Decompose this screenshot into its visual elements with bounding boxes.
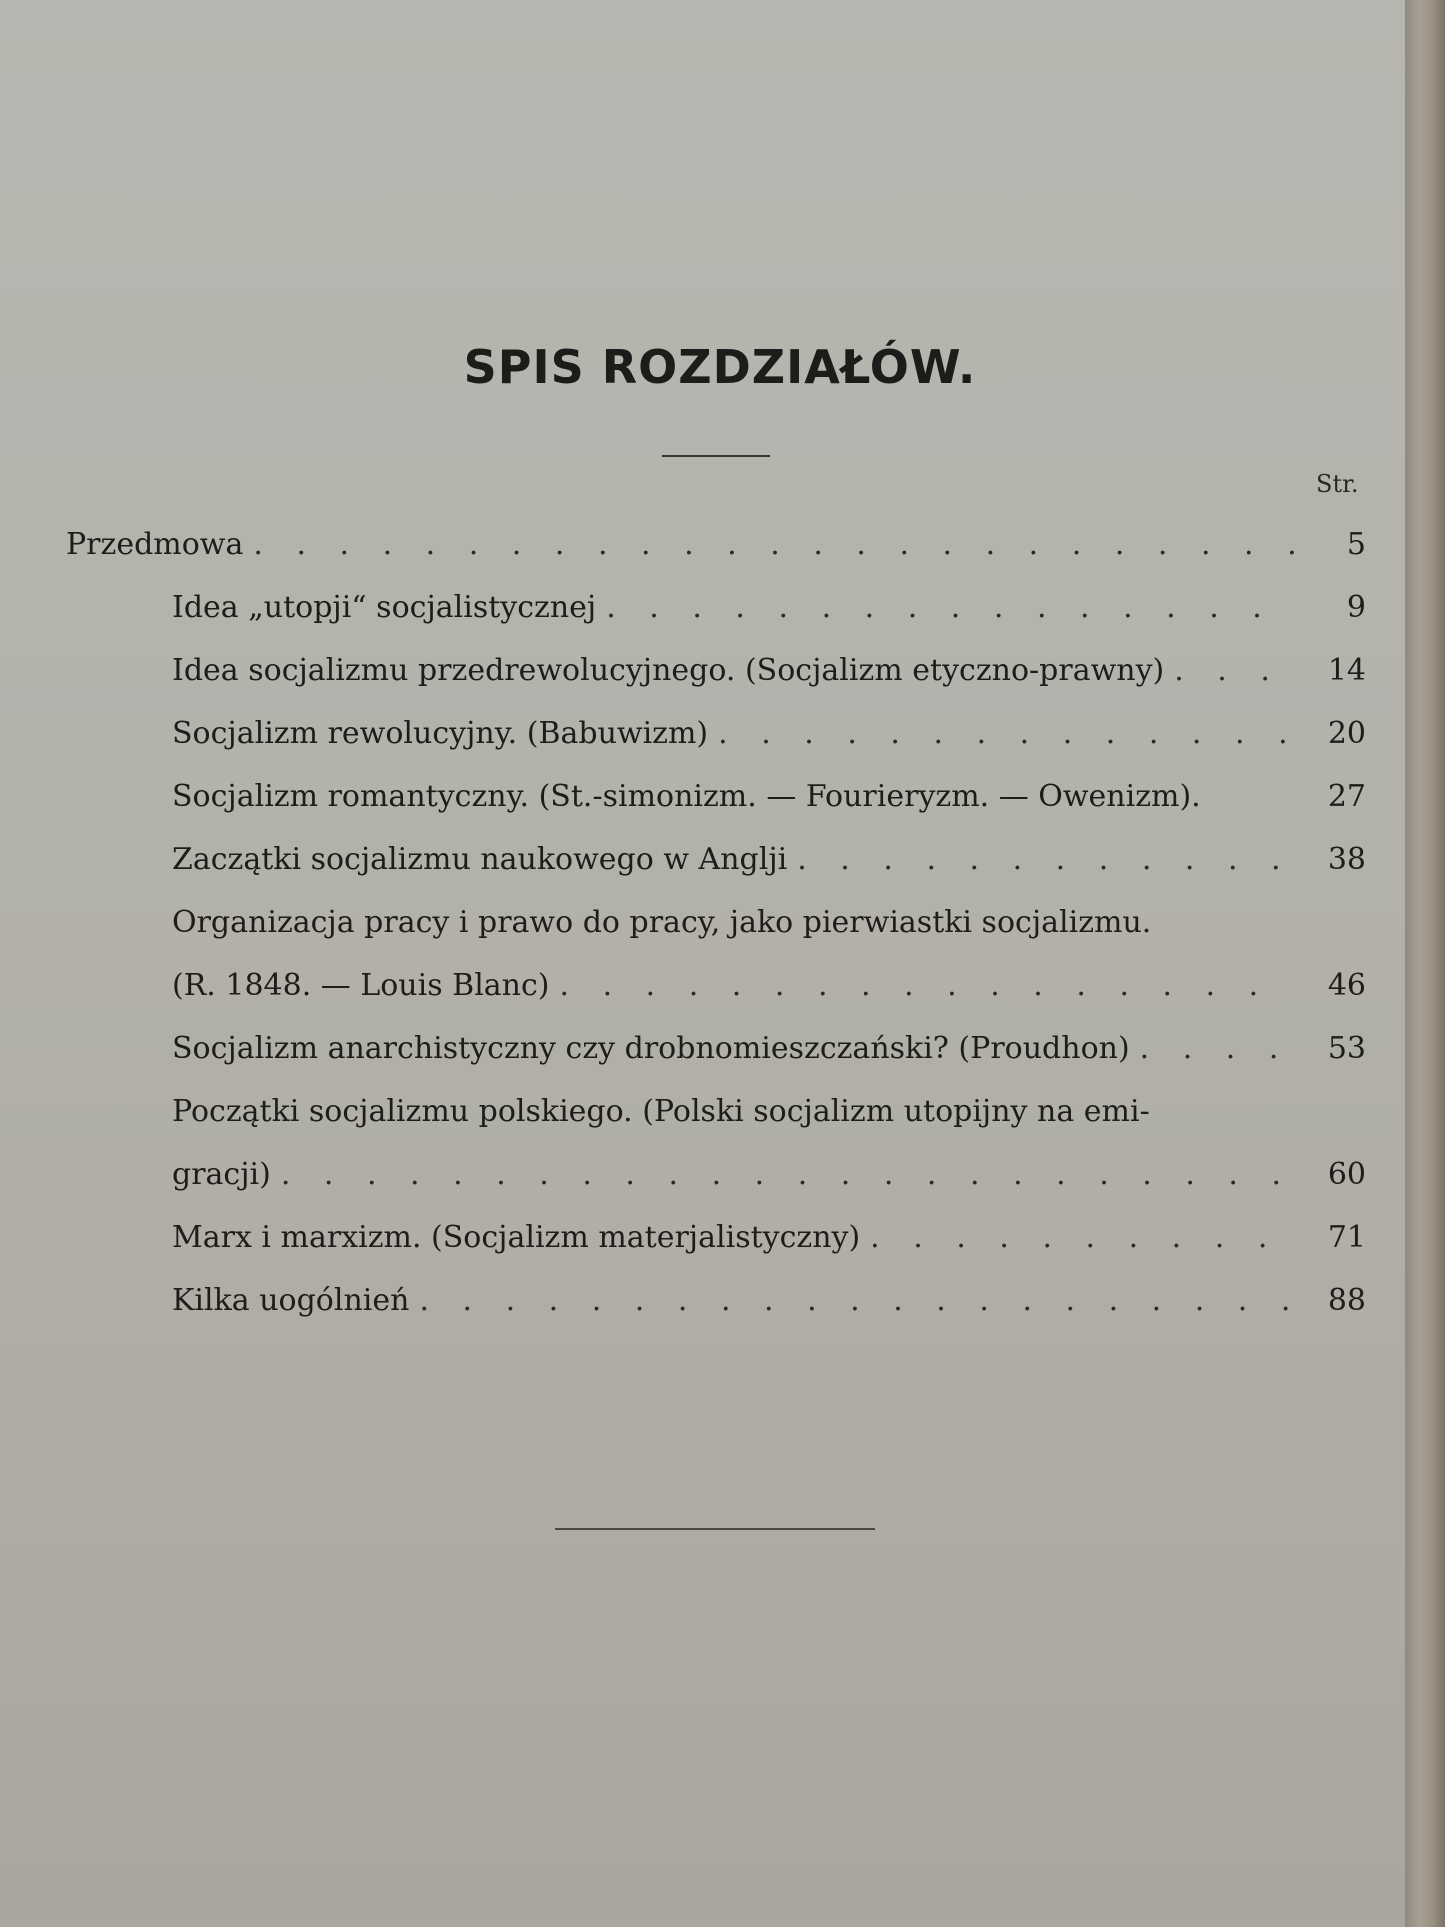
dot-leader (409, 1271, 1294, 1331)
dot-leader (243, 515, 1294, 575)
dot-leader (1130, 1019, 1294, 1079)
page-edge (1405, 0, 1445, 1927)
closing-divider (555, 1528, 875, 1530)
dot-leader (550, 956, 1294, 1016)
toc-entry-title: Socjalizm rewolucyjny. (Babuwizm) (172, 716, 709, 751)
page-title: SPIS ROZDZIAŁÓW. (463, 340, 977, 394)
toc-entry-page: 27 (1327, 779, 1366, 814)
toc-entry-page: 14 (1327, 653, 1366, 688)
toc-entry-page: 5 (1346, 527, 1366, 562)
dot-leader (271, 1145, 1294, 1205)
toc-entry-title: Zaczątki socjalizmu naukowego w Anglji (172, 842, 788, 877)
toc-entry-page: 9 (1346, 590, 1366, 625)
title-divider (662, 455, 770, 457)
dot-leader (787, 830, 1294, 890)
dot-leader (596, 578, 1294, 638)
toc-entry-title: gracji) (172, 1157, 271, 1192)
toc-entry-title: Początki socjalizmu polskiego. (Polski socjalizm utopijny na emi- (172, 1094, 1150, 1129)
toc-entry-page: 38 (1327, 842, 1366, 877)
dot-leader (708, 704, 1294, 764)
toc-entry-page: 60 (1327, 1157, 1366, 1192)
toc-entry-title: Socjalizm anarchistyczny czy drobnomieszczański? (Proudhon) (172, 1031, 1130, 1066)
toc-entry-page: 53 (1327, 1031, 1366, 1066)
toc-entry-title: (R. 1848. — Louis Blanc) (172, 968, 550, 1003)
page-column-label: Str. (1316, 470, 1359, 498)
dot-leader (1164, 641, 1294, 701)
toc-entry-title: Idea „utopji“ socjalistycznej (172, 590, 597, 625)
toc-entry-page: 88 (1327, 1283, 1366, 1318)
toc-entry-page: 71 (1327, 1220, 1366, 1255)
toc-entry-title: Organizacja pracy i prawo do pracy, jako pierwiastki socjalizmu. (172, 905, 1152, 940)
toc-entry-title: Kilka uogólnień (172, 1283, 410, 1318)
dot-leader (860, 1208, 1294, 1268)
toc-entry-page: 20 (1327, 716, 1366, 751)
toc-entry-title: Socjalizm romantyczny. (St.-simonizm. — Fourieryzm. — Owenizm). (172, 779, 1201, 814)
toc-entry-title: Przedmowa (66, 527, 244, 562)
toc-entry-title: Marx i marxizm. (Socjalizm materjalistyczny) (172, 1220, 861, 1255)
toc-entry-title: Idea socjalizmu przedrewolucyjnego. (Socjalizm etyczno-prawny) (172, 653, 1165, 688)
toc-entry-page: 46 (1327, 968, 1366, 1003)
